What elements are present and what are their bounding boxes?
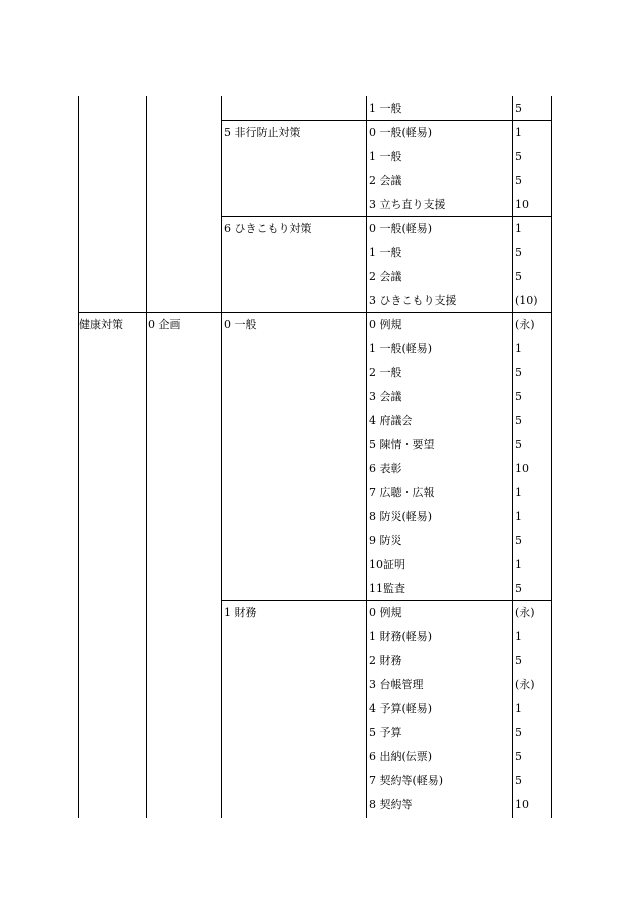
item-cell: 7 広聴・広報 bbox=[369, 486, 435, 499]
retention-period-cell: (永) bbox=[515, 318, 535, 331]
item-cell: 2 財務 bbox=[369, 654, 402, 667]
retention-period-cell: 5 bbox=[515, 582, 522, 595]
item-cell: 3 立ち直り支援 bbox=[369, 198, 446, 211]
retention-period-cell: 1 bbox=[515, 630, 522, 643]
item-cell: 3 会議 bbox=[369, 390, 402, 403]
retention-period-cell: 5 bbox=[515, 270, 522, 283]
retention-period-cell: 5 bbox=[515, 366, 522, 379]
retention-period-cell: 10 bbox=[515, 198, 529, 211]
section-cell: 5 非行防止対策 bbox=[224, 126, 301, 139]
item-cell: 0 一般(軽易) bbox=[369, 222, 433, 235]
retention-period-cell: (永) bbox=[515, 678, 535, 691]
retention-period-cell: (永) bbox=[515, 606, 535, 619]
item-cell: 1 一般 bbox=[369, 102, 402, 115]
item-cell: 1 一般 bbox=[369, 246, 402, 259]
item-cell: 11監査 bbox=[369, 582, 405, 595]
group-rule bbox=[221, 216, 552, 217]
item-cell: 8 防災(軽易) bbox=[369, 510, 433, 523]
group-rule bbox=[221, 600, 552, 601]
subcategory-cell: 0 企画 bbox=[148, 318, 181, 331]
retention-period-cell: 5 bbox=[515, 654, 522, 667]
retention-period-cell: 5 bbox=[515, 438, 522, 451]
item-cell: 1 一般 bbox=[369, 150, 402, 163]
column-rule-2 bbox=[221, 96, 222, 818]
item-cell: 5 予算 bbox=[369, 726, 402, 739]
item-cell: 2 会議 bbox=[369, 270, 402, 283]
retention-period-cell: 1 bbox=[515, 510, 522, 523]
item-cell: 5 陳情・要望 bbox=[369, 438, 435, 451]
retention-period-cell: 5 bbox=[515, 726, 522, 739]
retention-period-cell: 1 bbox=[515, 486, 522, 499]
retention-period-cell: 1 bbox=[515, 702, 522, 715]
retention-period-cell: 5 bbox=[515, 534, 522, 547]
column-rule-5 bbox=[551, 96, 552, 818]
item-cell: 10証明 bbox=[369, 558, 405, 571]
retention-period-cell: 5 bbox=[515, 174, 522, 187]
retention-period-cell: 1 bbox=[515, 222, 522, 235]
retention-period-cell: 1 bbox=[515, 342, 522, 355]
section-cell: 1 財務 bbox=[224, 606, 257, 619]
retention-period-cell: 1 bbox=[515, 558, 522, 571]
item-cell: 7 契約等(軽易) bbox=[369, 774, 444, 787]
item-cell: 9 防災 bbox=[369, 534, 402, 547]
item-cell: 0 例規 bbox=[369, 318, 402, 331]
retention-period-cell: 1 bbox=[515, 126, 522, 139]
item-cell: 1 一般(軽易) bbox=[369, 342, 433, 355]
item-cell: 0 一般(軽易) bbox=[369, 126, 433, 139]
retention-period-cell: 10 bbox=[515, 798, 529, 811]
item-cell: 2 一般 bbox=[369, 366, 402, 379]
item-cell: 8 契約等 bbox=[369, 798, 413, 811]
item-cell: 6 出納(伝票) bbox=[369, 750, 433, 763]
retention-period-cell: 5 bbox=[515, 150, 522, 163]
retention-period-cell: 5 bbox=[515, 774, 522, 787]
retention-period-cell: 5 bbox=[515, 750, 522, 763]
category-cell: 健康対策 bbox=[79, 318, 123, 331]
group-rule bbox=[221, 120, 552, 121]
item-cell: 4 予算(軽易) bbox=[369, 702, 433, 715]
retention-period-cell: (10) bbox=[515, 294, 538, 307]
retention-period-cell: 5 bbox=[515, 390, 522, 403]
item-cell: 1 財務(軽易) bbox=[369, 630, 433, 643]
retention-period-cell: 10 bbox=[515, 462, 529, 475]
column-rule-0 bbox=[78, 96, 79, 818]
retention-period-cell: 5 bbox=[515, 414, 522, 427]
item-cell: 4 府議会 bbox=[369, 414, 413, 427]
column-rule-1 bbox=[146, 96, 147, 818]
item-cell: 3 ひきこもり支援 bbox=[369, 294, 457, 307]
item-cell: 0 例規 bbox=[369, 606, 402, 619]
section-cell: 6 ひきこもり対策 bbox=[224, 222, 312, 235]
item-cell: 2 会議 bbox=[369, 174, 402, 187]
item-cell: 6 表彰 bbox=[369, 462, 402, 475]
retention-period-cell: 5 bbox=[515, 102, 522, 115]
item-cell: 3 台帳管理 bbox=[369, 678, 424, 691]
column-rule-4 bbox=[512, 96, 513, 818]
section-cell: 0 一般 bbox=[224, 318, 257, 331]
column-rule-3 bbox=[366, 96, 367, 818]
group-rule bbox=[78, 312, 552, 313]
retention-period-cell: 5 bbox=[515, 246, 522, 259]
